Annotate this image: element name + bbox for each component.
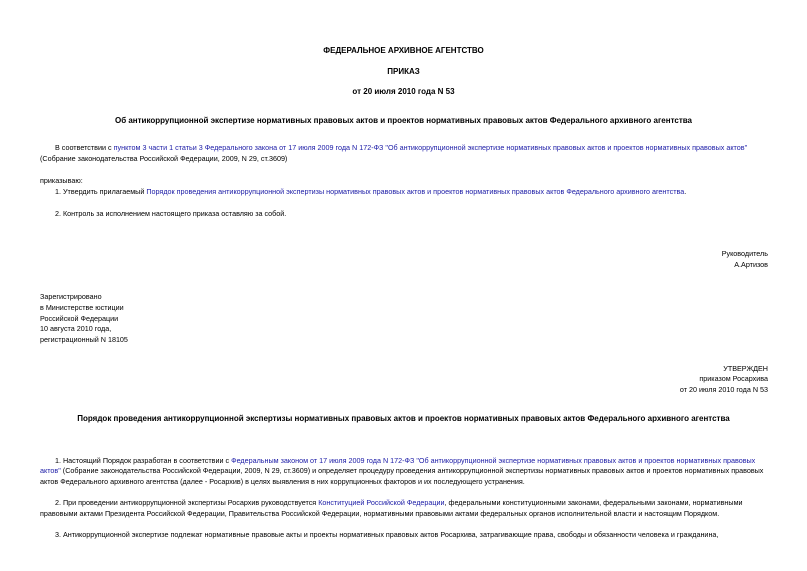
registration-line-5: регистрационный N 18105 xyxy=(40,335,128,344)
preamble-source: (Собрание законодательства Российской Федерации, 2009, N 29, ст.3609) xyxy=(40,154,288,163)
registration-line-1: Зарегистрировано xyxy=(40,292,102,301)
signature-position: Руководитель xyxy=(721,249,768,258)
registration-line-2: в Министерстве юстиции xyxy=(40,303,124,312)
approval-line-2: приказом Росархива xyxy=(699,374,768,383)
paragraph-1-continuation: (Собрание законодательства Российской Федерации, 2009, N 29, ст.3609) и определяет процедуру проведения антикоррупционной экспертизы нормативных правовых актов и проектов нормативных правовых xyxy=(60,466,764,475)
constitution-link[interactable]: Конституцией Российской Федерации xyxy=(318,498,445,507)
paragraph-1-line-2 xyxy=(40,466,763,477)
order-item-1-end: . xyxy=(684,187,687,196)
approval-line-3: от 20 июля 2010 года N 53 xyxy=(679,385,768,394)
preamble-line1 xyxy=(55,143,747,154)
preamble-text: В соответствии с xyxy=(55,143,114,152)
paragraph-2-continuation: , федеральными конституционными законами, федеральными законами, нормативными xyxy=(444,498,743,507)
order-item-2: 2. Контроль за исполнением настоящего приказа оставляю за собой. xyxy=(55,209,287,218)
doc-date: от 20 июля 2010 года N 53 xyxy=(352,87,455,96)
order-word: приказываю: xyxy=(40,176,83,185)
paragraph-3-line-1: 3. Антикоррупционной экспертизе подлежат нормативные правовые акты и проекты нормативных правовых актов Росархива, затрагивающие права, свободы и обязанности человека и гражданина, xyxy=(55,530,719,539)
law-link[interactable]: пунктом 3 части 1 статьи 3 Федерального закона от 17 июля 2009 года N 172-ФЗ "Об антикоррупционной экспертизе нормативных правовых актов и проектов нормативных правовых актов" xyxy=(113,143,748,152)
registration-line-3: Российской Федерации xyxy=(40,314,119,323)
paragraph-1-text: 1. Настоящий Порядок разработан в соответствии с xyxy=(55,456,232,465)
paragraph-2-line-1 xyxy=(55,498,743,509)
paragraph-2-line-2: правовыми актами Президента Российской Федерации, Правительства Российской Федерации, нормативными правовыми актами федеральных органов исполнительной власти и настоящим Порядком. xyxy=(40,509,720,518)
doc-title: Об антикоррупционной экспертизе нормативных правовых актов и проектов нормативных правовых актов Федерального архивного агентства xyxy=(114,116,693,125)
paragraph-2-text: 2. При проведении антикоррупционной экспертизы Росархив руководствуется xyxy=(55,498,319,507)
agency-name: ФЕДЕРАЛЬНОЕ АРХИВНОЕ АГЕНТСТВО xyxy=(323,46,484,55)
federal-law-link-end[interactable]: актов" xyxy=(40,466,61,475)
order-item-1-text: 1. Утвердить прилагаемый xyxy=(55,187,147,196)
approval-line-1: УТВЕРЖДЕН xyxy=(723,364,768,373)
registration-line-4: 10 августа 2010 года, xyxy=(40,324,112,333)
federal-law-link[interactable]: Федеральным законом от 17 июля 2009 года N 172-ФЗ "Об антикоррупционной экспертизе нормативных правовых актов и проектов нормативных правовых xyxy=(231,456,756,465)
procedure-title: Порядок проведения антикоррупционной экспертизы нормативных правовых актов и проектов нормативных правовых актов Федерального архивного агентства xyxy=(77,414,730,423)
paragraph-1-line-1 xyxy=(55,456,755,467)
signature-name: А.Артизов xyxy=(734,260,768,269)
doc-type: ПРИКАЗ xyxy=(387,67,420,76)
procedure-link[interactable]: Порядок проведения антикоррупционной экспертизы нормативных правовых актов и проектов нормативных правовых актов Федерального архивного агентства xyxy=(146,187,685,196)
paragraph-1-line-3: актов Федерального архивного агентства (далее - Росархив) в целях выявления в них коррупционных факторов и их последующего устранения. xyxy=(40,477,525,486)
order-item-1 xyxy=(55,187,686,198)
